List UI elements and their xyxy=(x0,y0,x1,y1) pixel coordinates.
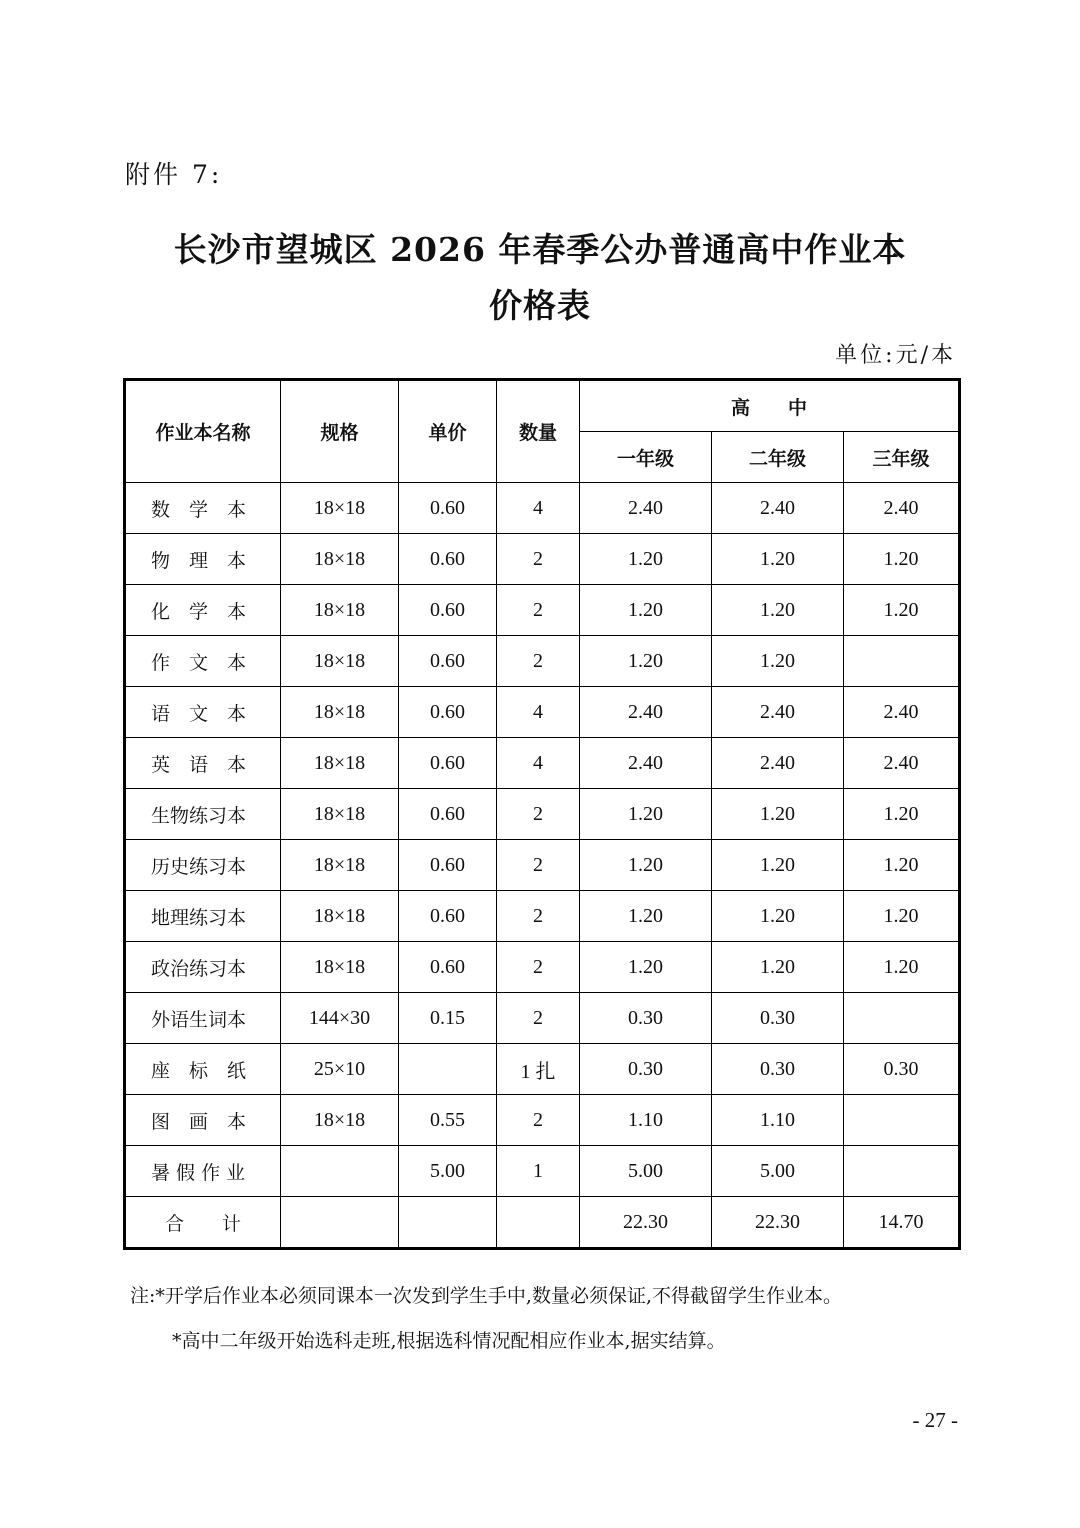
cell-spec: 18×18 xyxy=(281,636,399,687)
cell-quantity: 2 xyxy=(497,840,580,891)
header-unit-price: 单价 xyxy=(399,380,497,483)
cell-name: 座 标 纸 xyxy=(125,1044,281,1095)
cell-grade3 xyxy=(844,1146,960,1197)
cell-grade2: 0.30 xyxy=(712,993,844,1044)
cell-quantity: 2 xyxy=(497,1095,580,1146)
cell-spec xyxy=(281,1146,399,1197)
cell-quantity: 1 xyxy=(497,1146,580,1197)
cell-quantity: 2 xyxy=(497,993,580,1044)
cell-name: 图 画 本 xyxy=(125,1095,281,1146)
cell-name: 政治练习本 xyxy=(125,942,281,993)
cell-grade1: 1.20 xyxy=(580,840,712,891)
cell-unit-price: 0.60 xyxy=(399,840,497,891)
cell-grade1: 1.20 xyxy=(580,942,712,993)
cell-grade1: 1.20 xyxy=(580,585,712,636)
cell-grade3: 1.20 xyxy=(844,891,960,942)
cell-grade3: 14.70 xyxy=(844,1197,960,1249)
cell-unit-price: 0.60 xyxy=(399,738,497,789)
header-grade1: 一年级 xyxy=(580,432,712,483)
cell-grade3: 2.40 xyxy=(844,483,960,534)
cell-name: 化 学 本 xyxy=(125,585,281,636)
cell-quantity: 2 xyxy=(497,636,580,687)
cell-grade2: 5.00 xyxy=(712,1146,844,1197)
title-line-1: 长沙市望城区 2026 年春季公办普通高中作业本 xyxy=(173,230,907,269)
cell-unit-price: 0.60 xyxy=(399,687,497,738)
cell-name: 外语生词本 xyxy=(125,993,281,1044)
cell-spec: 18×18 xyxy=(281,891,399,942)
cell-spec: 18×18 xyxy=(281,534,399,585)
cell-grade2: 1.20 xyxy=(712,942,844,993)
cell-grade2: 1.10 xyxy=(712,1095,844,1146)
cell-grade1: 0.30 xyxy=(580,993,712,1044)
cell-quantity: 2 xyxy=(497,942,580,993)
cell-grade2: 1.20 xyxy=(712,534,844,585)
cell-name: 物 理 本 xyxy=(125,534,281,585)
header-grade3: 三年级 xyxy=(844,432,960,483)
cell-name: 地理练习本 xyxy=(125,891,281,942)
cell-grade1: 1.10 xyxy=(580,1095,712,1146)
note-1: 注:*开学后作业本必须同课本一次发到学生手中,数量必须保证,不得截留学生作业本。 xyxy=(130,1285,842,1307)
cell-grade1: 2.40 xyxy=(580,483,712,534)
cell-grade2: 1.20 xyxy=(712,789,844,840)
cell-grade3: 1.20 xyxy=(844,840,960,891)
cell-unit-price: 0.60 xyxy=(399,585,497,636)
cell-grade2: 1.20 xyxy=(712,891,844,942)
cell-grade3: 1.20 xyxy=(844,789,960,840)
cell-spec: 18×18 xyxy=(281,1095,399,1146)
cell-unit-price: 0.60 xyxy=(399,483,497,534)
cell-name: 数 学 本 xyxy=(125,483,281,534)
cell-grade1: 1.20 xyxy=(580,534,712,585)
header-grade2: 二年级 xyxy=(712,432,844,483)
cell-name: 暑 假 作 业 xyxy=(125,1146,281,1197)
cell-unit-price: 0.60 xyxy=(399,891,497,942)
page-number: - 27 - xyxy=(912,1408,958,1432)
cell-grade3 xyxy=(844,993,960,1044)
table-row xyxy=(125,993,960,1044)
price-table xyxy=(123,378,961,1250)
cell-quantity xyxy=(497,1197,580,1249)
cell-spec: 18×18 xyxy=(281,738,399,789)
table-row xyxy=(125,1044,960,1095)
cell-quantity: 2 xyxy=(497,585,580,636)
header-spec: 规格 xyxy=(281,380,399,483)
cell-name: 合 计 xyxy=(125,1197,281,1249)
table-row xyxy=(125,636,960,687)
cell-grade1: 1.20 xyxy=(580,789,712,840)
table-row xyxy=(125,789,960,840)
cell-grade1: 22.30 xyxy=(580,1197,712,1249)
cell-spec: 18×18 xyxy=(281,483,399,534)
cell-unit-price: 5.00 xyxy=(399,1146,497,1197)
cell-grade2: 2.40 xyxy=(712,687,844,738)
cell-grade3: 2.40 xyxy=(844,687,960,738)
cell-name: 语 文 本 xyxy=(125,687,281,738)
cell-grade1: 1.20 xyxy=(580,636,712,687)
table-row xyxy=(125,534,960,585)
cell-grade2: 1.20 xyxy=(712,840,844,891)
cell-grade1: 1.20 xyxy=(580,891,712,942)
cell-spec: 18×18 xyxy=(281,789,399,840)
cell-spec: 144×30 xyxy=(281,993,399,1044)
cell-grade3: 1.20 xyxy=(844,585,960,636)
cell-quantity: 4 xyxy=(497,687,580,738)
cell-grade1: 5.00 xyxy=(580,1146,712,1197)
cell-grade2: 0.30 xyxy=(712,1044,844,1095)
table-row xyxy=(125,738,960,789)
cell-grade2: 2.40 xyxy=(712,483,844,534)
cell-unit-price: 0.60 xyxy=(399,789,497,840)
title-line-2: 价格表 xyxy=(489,286,591,325)
cell-unit-price: 0.15 xyxy=(399,993,497,1044)
cell-quantity: 2 xyxy=(497,789,580,840)
cell-grade2: 2.40 xyxy=(712,738,844,789)
cell-grade3 xyxy=(844,1095,960,1146)
table-row xyxy=(125,483,960,534)
cell-quantity: 2 xyxy=(497,534,580,585)
total-row xyxy=(125,1197,960,1249)
unit-label: 单位:元/本 xyxy=(835,343,956,368)
cell-unit-price: 0.60 xyxy=(399,534,497,585)
table-row xyxy=(125,585,960,636)
cell-name: 历史练习本 xyxy=(125,840,281,891)
table-row xyxy=(125,1146,960,1197)
cell-unit-price: 0.55 xyxy=(399,1095,497,1146)
cell-spec: 25×10 xyxy=(281,1044,399,1095)
cell-quantity: 4 xyxy=(497,483,580,534)
cell-grade2: 1.20 xyxy=(712,636,844,687)
header-quantity: 数量 xyxy=(497,380,580,483)
cell-spec: 18×18 xyxy=(281,687,399,738)
cell-grade3: 1.20 xyxy=(844,534,960,585)
cell-grade1: 2.40 xyxy=(580,738,712,789)
header-name: 作业本名称 xyxy=(125,380,281,483)
cell-name: 英 语 本 xyxy=(125,738,281,789)
cell-unit-price xyxy=(399,1197,497,1249)
cell-unit-price: 0.60 xyxy=(399,942,497,993)
cell-quantity: 1 扎 xyxy=(497,1044,580,1095)
table-row xyxy=(125,840,960,891)
note-2: *高中二年级开始选科走班,根据选科情况配相应作业本,据实结算。 xyxy=(172,1330,726,1352)
header-row xyxy=(125,380,960,432)
table-row xyxy=(125,687,960,738)
cell-grade2: 22.30 xyxy=(712,1197,844,1249)
table-row xyxy=(125,891,960,942)
cell-spec xyxy=(281,1197,399,1249)
cell-spec: 18×18 xyxy=(281,840,399,891)
cell-grade3: 1.20 xyxy=(844,942,960,993)
cell-grade3: 2.40 xyxy=(844,738,960,789)
cell-grade1: 2.40 xyxy=(580,687,712,738)
cell-grade1: 0.30 xyxy=(580,1044,712,1095)
attachment-label: 附件 7: xyxy=(125,160,223,189)
cell-grade3 xyxy=(844,636,960,687)
table-row xyxy=(125,942,960,993)
cell-unit-price xyxy=(399,1044,497,1095)
header-high-school: 高 中 xyxy=(580,380,960,432)
cell-quantity: 4 xyxy=(497,738,580,789)
cell-name: 作 文 本 xyxy=(125,636,281,687)
cell-name: 生物练习本 xyxy=(125,789,281,840)
cell-grade2: 1.20 xyxy=(712,585,844,636)
table-row xyxy=(125,1095,960,1146)
cell-spec: 18×18 xyxy=(281,585,399,636)
cell-spec: 18×18 xyxy=(281,942,399,993)
cell-quantity: 2 xyxy=(497,891,580,942)
cell-grade3: 0.30 xyxy=(844,1044,960,1095)
cell-unit-price: 0.60 xyxy=(399,636,497,687)
